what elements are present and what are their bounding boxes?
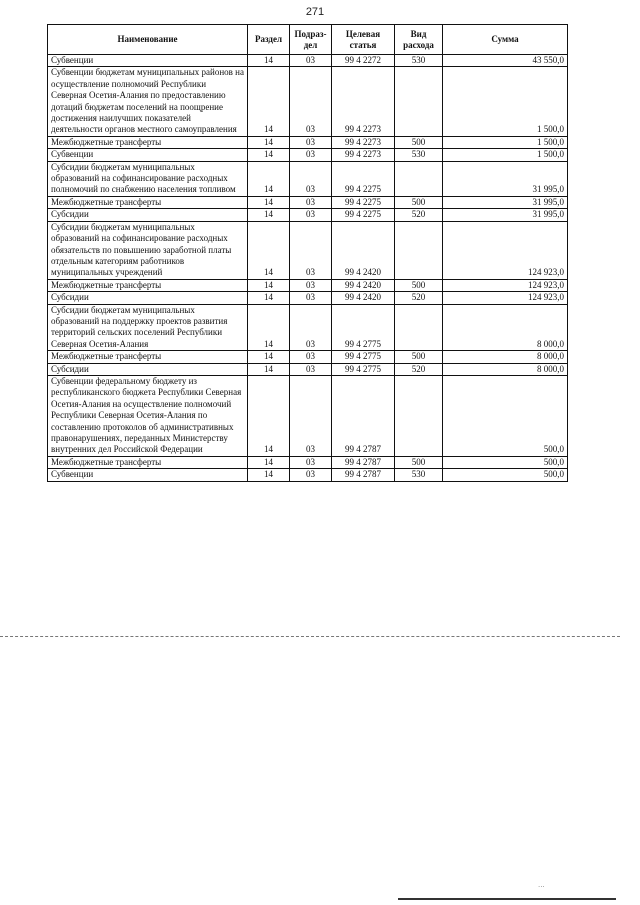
cell-podrazdel: 03 — [290, 209, 332, 221]
cell-summa: 1 500,0 — [443, 136, 568, 148]
cell-summa: 8 000,0 — [443, 304, 568, 351]
cell-statya: 99 4 2787 — [332, 469, 395, 481]
cell-name: Субсидии — [48, 363, 248, 375]
cell-summa: 43 550,0 — [443, 55, 568, 67]
cell-statya: 99 4 2787 — [332, 375, 395, 456]
cell-statya: 99 4 2775 — [332, 351, 395, 363]
table-row — [48, 136, 568, 148]
cell-razdel: 14 — [248, 196, 290, 208]
header-name: Наименование — [48, 25, 248, 55]
cell-vid — [395, 375, 443, 456]
header-vid: Вид расхода — [395, 25, 443, 55]
cell-razdel: 14 — [248, 304, 290, 351]
cell-podrazdel: 03 — [290, 292, 332, 304]
cell-statya: 99 4 2275 — [332, 196, 395, 208]
cell-razdel: 14 — [248, 209, 290, 221]
cell-podrazdel: 03 — [290, 304, 332, 351]
cell-podrazdel: 03 — [290, 149, 332, 161]
page-number: 271 — [305, 6, 325, 18]
cell-statya: 99 4 2420 — [332, 292, 395, 304]
cell-statya: 99 4 2273 — [332, 67, 395, 136]
cell-razdel: 14 — [248, 292, 290, 304]
table-row — [48, 375, 568, 456]
cell-statya: 99 4 2420 — [332, 221, 395, 279]
cell-vid: 520 — [395, 363, 443, 375]
cell-summa: 124 923,0 — [443, 221, 568, 279]
header-razdel: Раздел — [248, 25, 290, 55]
table-row — [48, 279, 568, 291]
cell-name: Субсидии — [48, 292, 248, 304]
cell-statya: 99 4 2273 — [332, 149, 395, 161]
cell-statya: 99 4 2775 — [332, 363, 395, 375]
cell-vid: 530 — [395, 149, 443, 161]
cell-summa: 31 995,0 — [443, 196, 568, 208]
cell-name: Субвенции бюджетам муниципальных районов на осуществление полномочий Республики Северная Осетия-Алания по предоставлению дотаций бюджетам поселений на поощрение достижения наилучших показателей деятельности органов местного самоуправления — [48, 67, 248, 136]
table-row — [48, 351, 568, 363]
cell-name: Субсидии — [48, 209, 248, 221]
cell-razdel: 14 — [248, 363, 290, 375]
cell-name: Межбюджетные трансферты — [48, 456, 248, 468]
cell-summa: 31 995,0 — [443, 209, 568, 221]
separator-line — [0, 636, 620, 637]
header-podrazdel: Подраз- дел — [290, 25, 332, 55]
budget-table-container — [47, 24, 567, 482]
table-row — [48, 67, 568, 136]
table-body — [48, 55, 568, 482]
cell-statya: 99 4 2787 — [332, 456, 395, 468]
cell-podrazdel: 03 — [290, 469, 332, 481]
cell-vid: 500 — [395, 196, 443, 208]
cell-podrazdel: 03 — [290, 375, 332, 456]
cell-summa: 8 000,0 — [443, 351, 568, 363]
cell-vid: 530 — [395, 469, 443, 481]
cell-name: Межбюджетные трансферты — [48, 351, 248, 363]
table-row — [48, 209, 568, 221]
table-row — [48, 149, 568, 161]
cell-vid — [395, 221, 443, 279]
cell-razdel: 14 — [248, 161, 290, 196]
cell-podrazdel: 03 — [290, 221, 332, 279]
header-statya: Целевая статья — [332, 25, 395, 55]
cell-podrazdel: 03 — [290, 363, 332, 375]
table-row — [48, 363, 568, 375]
cell-podrazdel: 03 — [290, 55, 332, 67]
cell-razdel: 14 — [248, 221, 290, 279]
cell-razdel: 14 — [248, 136, 290, 148]
cell-podrazdel: 03 — [290, 279, 332, 291]
table-row — [48, 292, 568, 304]
footer-line — [398, 898, 616, 900]
cell-razdel: 14 — [248, 375, 290, 456]
cell-podrazdel: 03 — [290, 136, 332, 148]
cell-statya: 99 4 2275 — [332, 209, 395, 221]
cell-name: Субсидии бюджетам муниципальных образований на софинансирование расходных обязательств по повышению заработной платы отдельным категориям работников муниципальных учреждений — [48, 221, 248, 279]
cell-vid: 500 — [395, 351, 443, 363]
cell-statya: 99 4 2775 — [332, 304, 395, 351]
table-row — [48, 196, 568, 208]
cell-vid: 500 — [395, 279, 443, 291]
cell-statya: 99 4 2420 — [332, 279, 395, 291]
table-row — [48, 221, 568, 279]
cell-statya: 99 4 2275 — [332, 161, 395, 196]
cell-vid: 520 — [395, 209, 443, 221]
budget-table — [47, 24, 568, 482]
cell-name: Субвенции — [48, 55, 248, 67]
cell-summa: 1 500,0 — [443, 67, 568, 136]
cell-vid — [395, 304, 443, 351]
footer-mark: ... — [538, 880, 545, 889]
cell-podrazdel: 03 — [290, 196, 332, 208]
cell-summa: 8 000,0 — [443, 363, 568, 375]
cell-razdel: 14 — [248, 149, 290, 161]
cell-summa: 31 995,0 — [443, 161, 568, 196]
cell-podrazdel: 03 — [290, 351, 332, 363]
cell-vid — [395, 161, 443, 196]
cell-name: Субвенции — [48, 469, 248, 481]
cell-name: Субсидии бюджетам муниципальных образований на софинансирование расходных полномочий по снабжению населения топливом — [48, 161, 248, 196]
cell-summa: 124 923,0 — [443, 279, 568, 291]
cell-razdel: 14 — [248, 469, 290, 481]
cell-vid: 500 — [395, 456, 443, 468]
cell-statya: 99 4 2272 — [332, 55, 395, 67]
cell-razdel: 14 — [248, 456, 290, 468]
cell-name: Межбюджетные трансферты — [48, 196, 248, 208]
table-header-row — [48, 25, 568, 55]
cell-vid: 520 — [395, 292, 443, 304]
cell-statya: 99 4 2273 — [332, 136, 395, 148]
cell-vid: 500 — [395, 136, 443, 148]
cell-summa: 500,0 — [443, 456, 568, 468]
table-row — [48, 304, 568, 351]
cell-razdel: 14 — [248, 279, 290, 291]
table-row — [48, 456, 568, 468]
cell-podrazdel: 03 — [290, 456, 332, 468]
table-row — [48, 469, 568, 481]
cell-razdel: 14 — [248, 67, 290, 136]
cell-name: Субвенции — [48, 149, 248, 161]
cell-summa: 124 923,0 — [443, 292, 568, 304]
table-row — [48, 161, 568, 196]
table-row — [48, 55, 568, 67]
cell-razdel: 14 — [248, 351, 290, 363]
cell-vid — [395, 67, 443, 136]
cell-summa: 1 500,0 — [443, 149, 568, 161]
cell-name: Субсидии бюджетам муниципальных образований на поддержку проектов развития территорий сельских поселений Республики Северная Осетия-Алания — [48, 304, 248, 351]
cell-name: Межбюджетные трансферты — [48, 279, 248, 291]
cell-razdel: 14 — [248, 55, 290, 67]
cell-summa: 500,0 — [443, 375, 568, 456]
cell-summa: 500,0 — [443, 469, 568, 481]
cell-podrazdel: 03 — [290, 161, 332, 196]
cell-vid: 530 — [395, 55, 443, 67]
cell-name: Межбюджетные трансферты — [48, 136, 248, 148]
cell-podrazdel: 03 — [290, 67, 332, 136]
header-summa: Сумма — [443, 25, 568, 55]
cell-name: Субвенции федеральному бюджету из республиканского бюджета Республики Северная Осетия-Алания на осуществление полномочий Республики Северная Осетия-Алания по составлению протоколов об административных правонарушениях, переданных Министерству внутренних дел Российской Федерации — [48, 375, 248, 456]
